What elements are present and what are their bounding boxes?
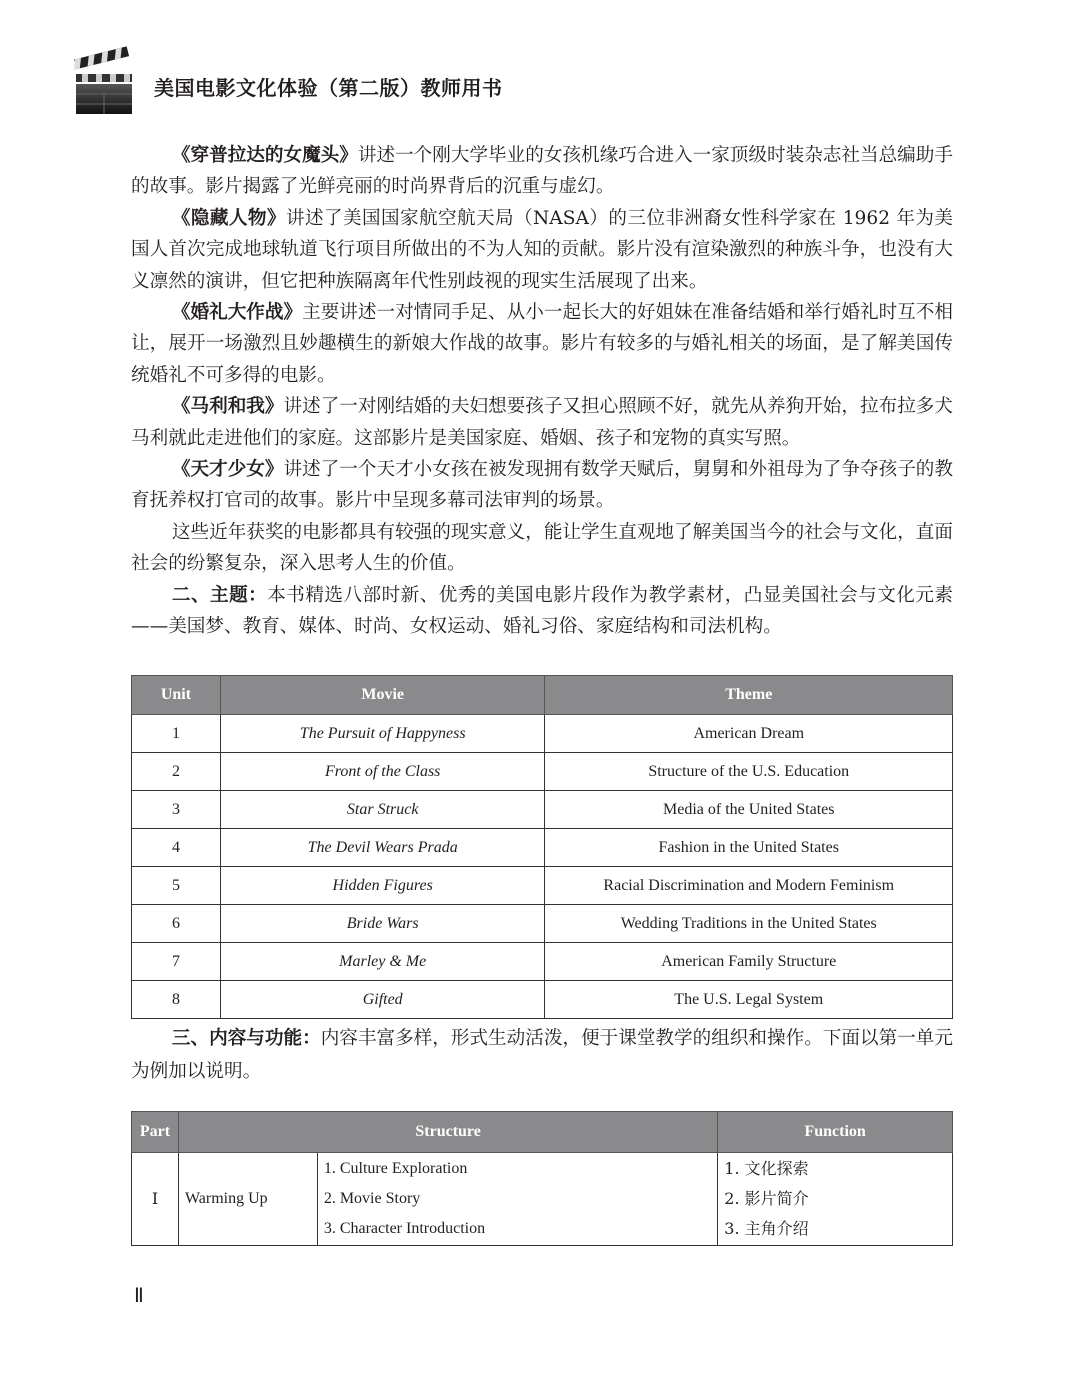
movie-title: 《马利和我》: [171, 396, 284, 418]
section-label: 三、内容与功能：: [171, 1028, 321, 1049]
table-row: [132, 1153, 953, 1246]
movie-cell: The Pursuit of Happyness: [220, 715, 545, 753]
section-cell: Warming Up: [178, 1153, 317, 1246]
structure-cell: [317, 1153, 717, 1246]
page-header-title: 美国电影文化体验（第二版）教师用书: [154, 76, 503, 100]
movie-cell: Hidden Figures: [220, 867, 545, 905]
part-cell: Ⅰ: [132, 1153, 179, 1246]
clapperboard-icon: [74, 44, 136, 120]
paragraph-text: 这些近年获奖的电影都具有较强的现实意义，能让学生直观地了解美国当今的社会与文化，直面社会的纷繁复杂，深入思考人生的价值。: [131, 521, 953, 575]
unit-cell: 1: [132, 715, 221, 753]
movie-cell: Marley & Me: [220, 943, 545, 981]
unit-cell: 4: [132, 829, 221, 867]
function-item: 2. 影片简介: [724, 1189, 809, 1208]
unit-cell: 2: [132, 753, 221, 791]
function-item: 1. 文化探索: [724, 1159, 809, 1178]
structure-item: 3. Character Introduction: [323, 1220, 486, 1237]
movie-title: 《天才少女》: [171, 459, 284, 481]
unit-cell: 3: [132, 791, 221, 829]
paragraph-text: 本书精选八部时新、优秀的美国电影片段作为教学素材，凸显美国社会与文化元素——美国梦、教育、媒体、时尚、女权运动、婚礼习俗、家庭结构和司法机构。: [131, 584, 953, 638]
structure-table: [131, 1111, 953, 1246]
unit-cell: 8: [132, 981, 221, 1019]
theme-cell: Media of the United States: [545, 791, 953, 829]
theme-cell: American Dream: [545, 715, 953, 753]
movie-cell: Gifted: [220, 981, 545, 1019]
paragraph-text: 主要讲述一对情同手足、从小一起长大的好姐妹在准备结婚和举行婚礼时互不相让，展开一场激烈且妙趣横生的新娘大作战的故事。影片有较多的与婚礼相关的场面，是了解美国传统婚礼不可多得的电影。: [131, 302, 953, 386]
content-function-paragraph: [131, 1022, 953, 1088]
movie-cell: Star Struck: [220, 791, 545, 829]
movie-cell: Bride Wars: [220, 905, 545, 943]
theme-cell: Wedding Traditions in the United States: [545, 905, 953, 943]
paragraph: [131, 580, 953, 643]
table-row: [132, 829, 953, 867]
column-header-unit: Unit: [132, 676, 221, 715]
table-row: [132, 905, 953, 943]
theme-cell: Structure of the U.S. Education: [545, 753, 953, 791]
paragraph: [131, 454, 953, 517]
section-label: 二、主题：: [171, 584, 268, 606]
paragraph: [131, 517, 953, 580]
paragraph: [131, 1022, 953, 1088]
paragraph: [131, 297, 953, 391]
table-header-row: [132, 676, 953, 715]
movie-title: 《婚礼大作战》: [171, 302, 303, 324]
paragraph-text: 讲述一个刚大学毕业的女孩机缘巧合进入一家顶级时装杂志社当总编助手的故事。影片揭露了光鲜亮丽的时尚界背后的沉重与虚幻。: [131, 145, 953, 198]
theme-cell: The U.S. Legal System: [545, 981, 953, 1019]
column-header-function: Function: [718, 1112, 953, 1153]
paragraph: [131, 391, 953, 454]
paragraph-text: 讲述了一个天才小女孩在被发现拥有数学天赋后，舅舅和外祖母为了争夺孩子的教育抚养权打官司的故事。影片中呈现多幕司法审判的场景。: [131, 459, 953, 512]
movie-title: 《穿普拉达的女魔头》: [171, 145, 358, 166]
paragraph: [131, 203, 953, 297]
table-row: [132, 753, 953, 791]
theme-cell: Fashion in the United States: [545, 829, 953, 867]
structure-item: 2. Movie Story: [323, 1190, 421, 1207]
column-header-structure: Structure: [178, 1112, 717, 1153]
theme-cell: American Family Structure: [545, 943, 953, 981]
movie-cell: The Devil Wears Prada: [220, 829, 545, 867]
table-row: [132, 867, 953, 905]
units-table: [131, 675, 953, 1019]
structure-item: 1. Culture Exploration: [323, 1160, 468, 1177]
unit-cell: 7: [132, 943, 221, 981]
paragraph-text: 讲述了一对刚结婚的夫妇想要孩子又担心照顾不好，就先从养狗开始，拉布拉多犬马利就此走进他们的家庭。这部影片是美国家庭、婚姻、孩子和宠物的真实写照。: [131, 396, 953, 449]
table-row: [132, 981, 953, 1019]
table-row: [132, 715, 953, 753]
column-header-movie: Movie: [220, 676, 545, 715]
table-header-row: [132, 1112, 953, 1153]
paragraph-text: 内容丰富多样，形式生动活泼，便于课堂教学的组织和操作。下面以第一单元为例加以说明。: [131, 1028, 953, 1082]
table-row: [132, 791, 953, 829]
movie-title: 《隐藏人物》: [171, 207, 286, 229]
page-number: Ⅱ: [134, 1285, 144, 1307]
function-cell: [718, 1153, 953, 1246]
column-header-part: Part: [132, 1112, 179, 1153]
column-header-theme: Theme: [545, 676, 953, 715]
page-header: [74, 44, 974, 124]
unit-cell: 5: [132, 867, 221, 905]
unit-cell: 6: [132, 905, 221, 943]
intro-paragraphs: [131, 140, 953, 643]
paragraph: [131, 140, 953, 203]
function-item: 3. 主角介绍: [724, 1219, 809, 1238]
movie-cell: Front of the Class: [220, 753, 545, 791]
theme-cell: Racial Discrimination and Modern Feminism: [545, 867, 953, 905]
table-row: [132, 943, 953, 981]
paragraph-text: 讲述了美国国家航空航天局（NASA）的三位非洲裔女性科学家在 1962 年为美国人首次完成地球轨道飞行项目所做出的不为人知的贡献。影片没有渲染激烈的种族斗争，也没有大义凛然的演讲，但它把种族隔离年代性别歧视的现实生活展现了出来。: [131, 207, 953, 292]
